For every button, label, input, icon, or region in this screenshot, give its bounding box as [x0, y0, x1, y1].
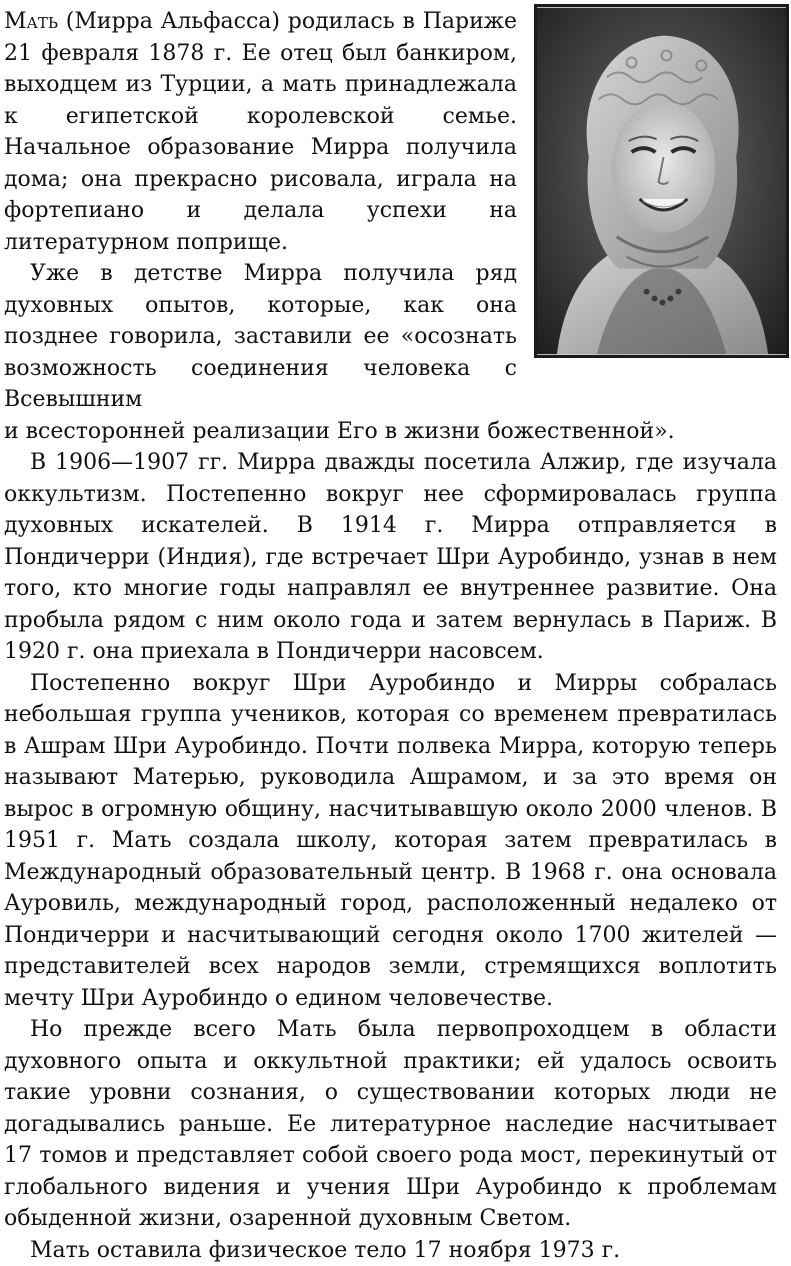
paragraph-4: Постепенно вокруг Шри Ауробиндо и Мирры собралась небольшая группа учеников, которая со временем превратилась в Ашрам Шри Ауробиндо. Почти полвека Мирра, которую теперь называют Матерью, руководила Ашрамом, и за это время он вырос в огромную общину, насчитывавшую около 2000 членов. В 1951 г. Мать создала школу, которая затем превратилась в Международный образовательный центр. В 1968 г. она основала Ауровиль, международный город, расположенный недалеко от Пондичерри и насчитывающий сегодня около 1700 жителей — представителей всех народов земли, стремящихся воплотить мечту Шри Ауробиндо о едином человечестве. [4, 668, 777, 1015]
paragraph-1-lead-word: Мать [4, 9, 58, 34]
portrait-photo-icon [537, 7, 786, 355]
portrait-photo [534, 4, 789, 358]
paragraph-5: Но прежде всего Мать была первопроходцем в области духовного опыта и оккультной практики; ей удалось освоить такие уровни сознания, о существовании которых люди не догадывались раньше. Ее литературное наследие насчитывает 17 томов и представляет собой своего рода мост, перекинутый от глобального видения и учения Шри Ауробиндо к проблемам обыденной жизни, озаренной духовным Светом. [4, 1014, 777, 1235]
paragraph-6: Мать оставила физическое тело 17 ноября 1973 г. [4, 1235, 777, 1266]
paragraph-2-top: Уже в детстве Мирра получила ряд духовных опытов, которые, как она позднее говорила, заставили ее «осознать возможность соединения человека с Всевышним [4, 258, 777, 416]
paragraph-2-bottom: и всесторонней реализации Его в жизни божественной». [4, 416, 777, 448]
paragraph-1-text: (Мирра Альфасса) родилась в Париже 21 февраля 1878 г. Ее отец был банкиром, выходцем из Турции, а мать принадлежала к египетской королевской семье. Начальное образование Мирра получила дома; она прекрасно рисовала, играла на фортепиано и делала успехи на литературном поприще. [4, 9, 517, 255]
paragraph-3: В 1906—1907 гг. Мирра дважды посетила Алжир, где изучала оккультизм. Постепенно вокруг нее сформировалась группа духовных искателей. В 1914 г. Мирра отправляется в Пондичерри (Индия), где встречает Шри Ауробиндо, узнав в нем того, кто многие годы направлял ее внутреннее развитие. Она пробыла рядом с ним около года и затем вернулась в Париж. В 1920 г. она приехала в Пондичерри насовсем. [4, 447, 777, 668]
